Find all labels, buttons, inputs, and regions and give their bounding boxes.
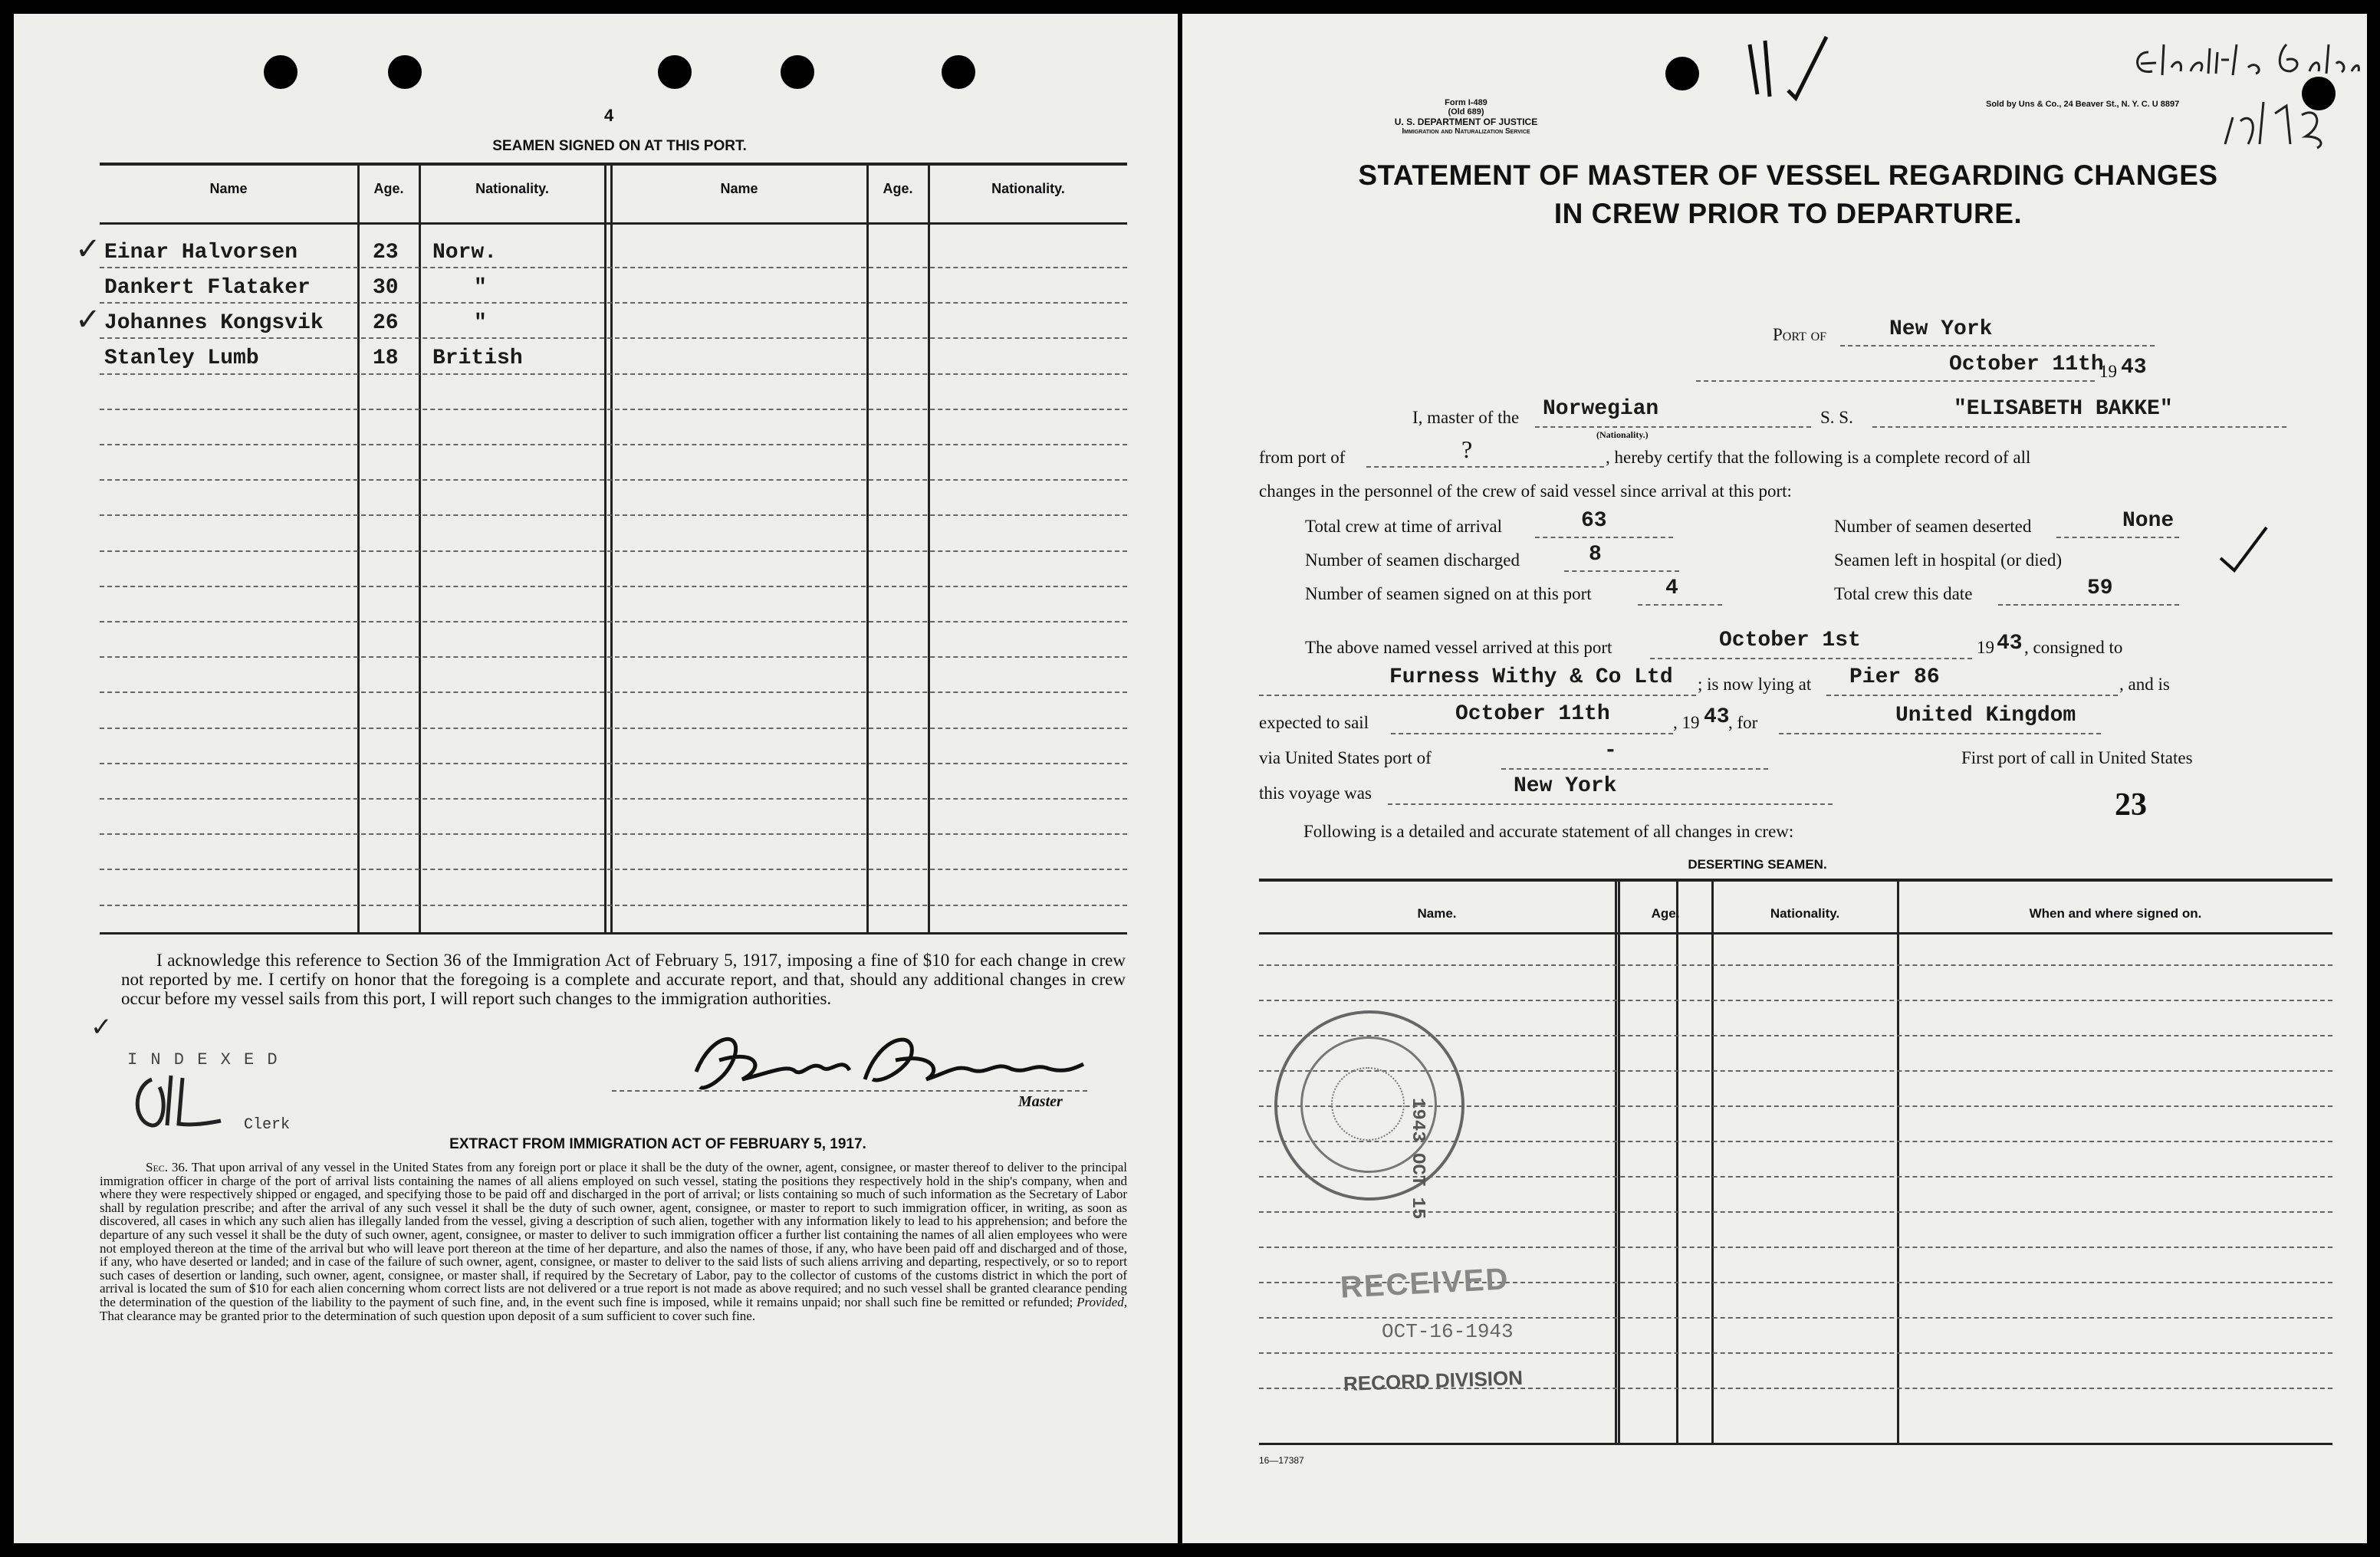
row-rule — [100, 728, 1127, 729]
total-crew-date-label: Total crew this date — [1834, 584, 1973, 603]
section-label: Sec. 36. — [146, 1160, 189, 1174]
deserted-label: Number of seamen deserted — [1834, 517, 2032, 536]
lying-value: Pier 86 — [1849, 665, 1940, 689]
and-is-label: , and is — [2119, 675, 2170, 694]
deserting-bottom-rule — [1259, 1443, 2332, 1445]
deserting-column-header: Nationality. — [1770, 906, 1840, 921]
column-header: Age. — [373, 181, 404, 196]
handwritten-ship-name — [2133, 29, 2363, 152]
received-stamp: RECEIVED — [1339, 1262, 1511, 1305]
row-rule — [100, 302, 1127, 304]
indexed-stamp: I N D E X E D — [127, 1050, 279, 1069]
row-rule — [1259, 964, 2332, 966]
table-row-nationality: Norw. — [432, 241, 498, 264]
form-footer-number: 16—17387 — [1259, 1455, 1304, 1466]
port-label: Port of — [1773, 325, 1827, 344]
column-header: Age. — [883, 181, 913, 196]
form-title-line1: STATEMENT OF MASTER OF VESSEL REGARDING CHANGES — [1358, 159, 2218, 191]
clerk-label: Clerk — [244, 1116, 291, 1134]
for-label: , for — [1728, 713, 1758, 732]
signed-on-value: 4 — [1665, 576, 1678, 600]
punch-hole — [264, 55, 298, 89]
punch-hole — [388, 55, 422, 89]
form-number: Form I-489 — [1445, 98, 1488, 107]
master-label: Master — [1018, 1093, 1063, 1110]
deserting-column-header: When and where signed on. — [2029, 906, 2202, 921]
table-row-nationality: British — [432, 347, 523, 370]
date-year-prefix: 19 — [2099, 362, 2117, 381]
this-voyage-label: this voyage was — [1259, 783, 1372, 803]
deserting-column-header: Age. — [1651, 906, 1680, 921]
row-rule — [1259, 1000, 2332, 1001]
ship-name: "ELISABETH BAKKE" — [1954, 397, 2173, 421]
date-value: October 11th — [1949, 353, 2104, 376]
master-of-label: I, master of the — [1412, 408, 1520, 427]
table-top-rule — [100, 163, 1127, 166]
via-line — [1501, 768, 1768, 770]
sail-year: 43 — [1704, 705, 1730, 729]
sail-year-prefix: , 19 — [1673, 713, 1700, 732]
section-title: SEAMEN SIGNED ON AT THIS PORT. — [492, 138, 747, 154]
column-header: Name — [209, 181, 248, 196]
punch-hole — [781, 55, 814, 89]
sail-date: October 11th — [1455, 702, 1610, 726]
consignee-line — [1259, 695, 1696, 696]
consignee-value: Furness Withy & Co Ltd — [1389, 665, 1673, 689]
destination-line — [1779, 733, 2101, 734]
row-rule — [100, 905, 1127, 906]
ship-line — [1872, 426, 2286, 428]
deserting-header-rule — [1259, 932, 2332, 935]
column-header: Nationality. — [475, 181, 549, 196]
first-port-label: First port of call in United States — [1961, 748, 2193, 767]
table-row-nationality: " — [474, 276, 487, 300]
row-rule — [100, 409, 1127, 410]
arrived-date: October 1st — [1719, 629, 1861, 652]
right-page — [1182, 14, 2367, 1543]
arrived-year: 43 — [1997, 632, 2023, 655]
deserting-column-header: Name. — [1417, 906, 1457, 921]
first-port-value: New York — [1514, 774, 1617, 798]
expected-label: expected to sail — [1259, 713, 1369, 732]
following-text: Following is a detailed and accurate statement of all changes in crew: — [1303, 822, 1794, 841]
consigned-label: , consigned to — [2024, 638, 2123, 657]
destination-value: United Kingdom — [1895, 704, 2076, 728]
acknowledgement-text: I acknowledge this reference to Section 36 of the Immigration Act of February 5, 1917, imposing a fine of $10 for each change in crew not reported by me. I certify on honor that the foregoing is a complete and accurate report, and that, should any additional changes in crew occur before my vessel sails from this port, I will report such changes to the immigration authorities. — [121, 951, 1126, 1008]
form-old-number: (Old 689) — [1448, 107, 1484, 117]
clerk-initials-signature — [129, 1072, 236, 1133]
nationality-line — [1535, 426, 1811, 428]
check-mark-icon: ✓ — [90, 1012, 113, 1043]
signed-on-line — [1638, 604, 1722, 606]
punch-hole — [658, 55, 692, 89]
deserting-top-rule — [1259, 879, 2332, 882]
nationality-value: Norwegian — [1543, 397, 1659, 421]
discharged-label: Number of seamen discharged — [1305, 550, 1520, 570]
date-year: 43 — [2121, 356, 2147, 379]
left-page — [14, 14, 1178, 1543]
from-port-value: ? — [1461, 435, 1473, 463]
lying-label: ; is now lying at — [1698, 675, 1812, 694]
round-stamp-date: 1943 OCT 15 — [1407, 1098, 1428, 1220]
extract-body: That upon arrival of any vessel in the United States from any foreign port or place it shall be the duty of the owner, agent, consignee, or master thereof to deliver to the principal immigration officer in charge of the port of arrival lists containing the names of all aliens employed on such vessel, stating the positions they respectively hold in the ship's company, when and where they were respectively shipped or engaged, and specifying those to be paid off and discharged in the port of arrival; or lists containing so much of such information as the Secretary of Labor shall by regulation prescribe; and after the arrival of any such vessel it shall be the duty of such owner, agent, consignee, or master to report to such immigration officer, in writing, as soon as discovered, all cases in which any such alien has illegally landed from the vessel, giving a description of such alien, together with any information likely to lead to his apprehension; and before the departure of any such vessel it shall be the duty of such owner, agent, consignee, or master to deliver to such immigration officer a further list containing the names of all alien employees who were not employed thereon at the time of the arrival but who will leave port thereon at the time of her departure, and also the names of those, if any, who have been paid off and discharged and of those, if any, who have deserted or landed; and in case of the failure of such owner, agent, consignee, or master to deliver to the said lists of such aliens arriving and departing, respectively, or so to report such cases of desertion or landing, such owner, agent, consignee, or master shall, if required by the Secretary of Labor, pay to the collector of customs of the customs district in which the port of arrival is located the sum of $10 for each alien concerning whom correct lists are not delivered or a true report is not made as above required; and no such vessel shall be granted clearance pending the determination of the question of the liability to the payment of such fine, and, in the event such fine is imposed, while it remains unpaid; nor shall such fine be remitted or refunded; — [100, 1160, 1128, 1309]
row-rule — [100, 444, 1127, 445]
row-rule — [100, 373, 1127, 375]
from-port-line — [1366, 466, 1604, 468]
deserted-value: None — [2122, 509, 2175, 533]
table-row-name: Johannes Kongsvik — [104, 311, 324, 335]
deserted-line — [2056, 537, 2179, 538]
arrived-line — [1650, 658, 1972, 659]
table-row-age: 30 — [373, 276, 399, 300]
row-rule — [100, 798, 1127, 800]
lying-line — [1826, 695, 2118, 696]
immigration-round-stamp — [1274, 1010, 1464, 1201]
arrived-year-prefix: 19 — [1977, 638, 1994, 657]
column-header: Nationality. — [991, 181, 1065, 196]
row-rule — [100, 869, 1127, 870]
table-bottom-rule — [100, 932, 1127, 935]
hospital-check-mark-icon — [2213, 520, 2274, 581]
row-rule — [100, 267, 1127, 268]
sail-date-line — [1391, 733, 1673, 734]
row-rule — [100, 479, 1127, 481]
row-rule — [100, 656, 1127, 658]
total-crew-arrival-value: 63 — [1581, 509, 1607, 533]
signed-on-label: Number of seamen signed on at this port — [1305, 584, 1592, 603]
row-rule — [100, 586, 1127, 587]
hospital-label: Seamen left in hospital (or died) — [1834, 550, 2063, 570]
row-rule — [1259, 1352, 2332, 1354]
date-line — [1696, 380, 2095, 382]
via-value: - — [1604, 739, 1617, 763]
vendor-note: Sold by Uns & Co., 24 Beaver St., N. Y. C. U 8897 — [1986, 100, 2180, 109]
table-row-name: Stanley Lumb — [104, 347, 259, 370]
from-port-label: from port of — [1259, 448, 1346, 467]
row-rule — [100, 621, 1127, 622]
row-rule — [100, 833, 1127, 835]
table-row-name: Dankert Flataker — [104, 276, 311, 300]
extract-tail: That clearance may be granted prior to the determination of such question upon deposit of a sum sufficient to cover such fine. — [100, 1308, 756, 1323]
number-mark: 23 — [2115, 787, 2147, 823]
row-rule — [1259, 1247, 2332, 1248]
department-name: U. S. DEPARTMENT OF JUSTICE — [1394, 117, 1538, 127]
master-signature-line — [612, 1090, 1087, 1092]
total-crew-date-value: 59 — [2087, 576, 2113, 600]
first-port-line — [1388, 803, 1833, 805]
table-row-name: Einar Halvorsen — [104, 241, 298, 264]
table-row-age: 18 — [373, 347, 399, 370]
column-header: Name — [720, 181, 758, 196]
page-number: 4 — [604, 106, 614, 125]
certify-text: , hereby certify that the following is a complete record of all — [1606, 448, 2031, 467]
row-rule — [100, 763, 1127, 764]
port-value: New York — [1889, 317, 1993, 341]
table-header-rule — [100, 222, 1127, 225]
port-line — [1840, 345, 2155, 347]
record-division-stamp: RECORD DIVISION — [1343, 1365, 1524, 1396]
service-name: Immigration and Naturalization Service — [1402, 127, 1530, 136]
deserting-title: DESERTING SEAMEN. — [1688, 857, 1827, 872]
handwritten-marks — [1742, 29, 1842, 113]
extract-title: EXTRACT FROM IMMIGRATION ACT OF FEBRUARY 5, 1917. — [449, 1136, 866, 1152]
total-crew-arrival-label: Total crew at time of arrival — [1305, 517, 1503, 536]
ss-label: S. S. — [1820, 408, 1853, 427]
arrived-label: The above named vessel arrived at this port — [1305, 638, 1612, 657]
changes-text: changes in the personnel of the crew of said vessel since arrival at this port: — [1259, 481, 1792, 501]
table-row-nationality: " — [474, 311, 487, 335]
table-row-age: 26 — [373, 311, 399, 335]
row-rule — [100, 550, 1127, 552]
form-title-line2: IN CREW PRIOR TO DEPARTURE. — [1553, 198, 2023, 229]
received-stamp-date: OCT-16-1943 — [1382, 1320, 1514, 1343]
check-mark-icon: ✓ — [75, 232, 101, 267]
check-mark-icon: ✓ — [75, 302, 101, 337]
punch-hole — [942, 55, 975, 89]
nationality-caption: (Nationality.) — [1596, 429, 1649, 440]
table-row-age: 23 — [373, 241, 399, 264]
discharged-value: 8 — [1589, 543, 1602, 567]
row-rule — [100, 514, 1127, 516]
total-crew-arrival-line — [1535, 537, 1673, 538]
row-rule — [1259, 1317, 2332, 1319]
discharged-line — [1564, 570, 1679, 572]
extract-text — [100, 1161, 1127, 1322]
provided-label: Provided, — [1077, 1294, 1128, 1309]
via-label: via United States port of — [1259, 748, 1432, 767]
total-crew-date-line — [1998, 604, 2179, 606]
punch-hole — [1665, 57, 1699, 90]
row-rule — [100, 337, 1127, 339]
row-rule — [100, 691, 1127, 693]
